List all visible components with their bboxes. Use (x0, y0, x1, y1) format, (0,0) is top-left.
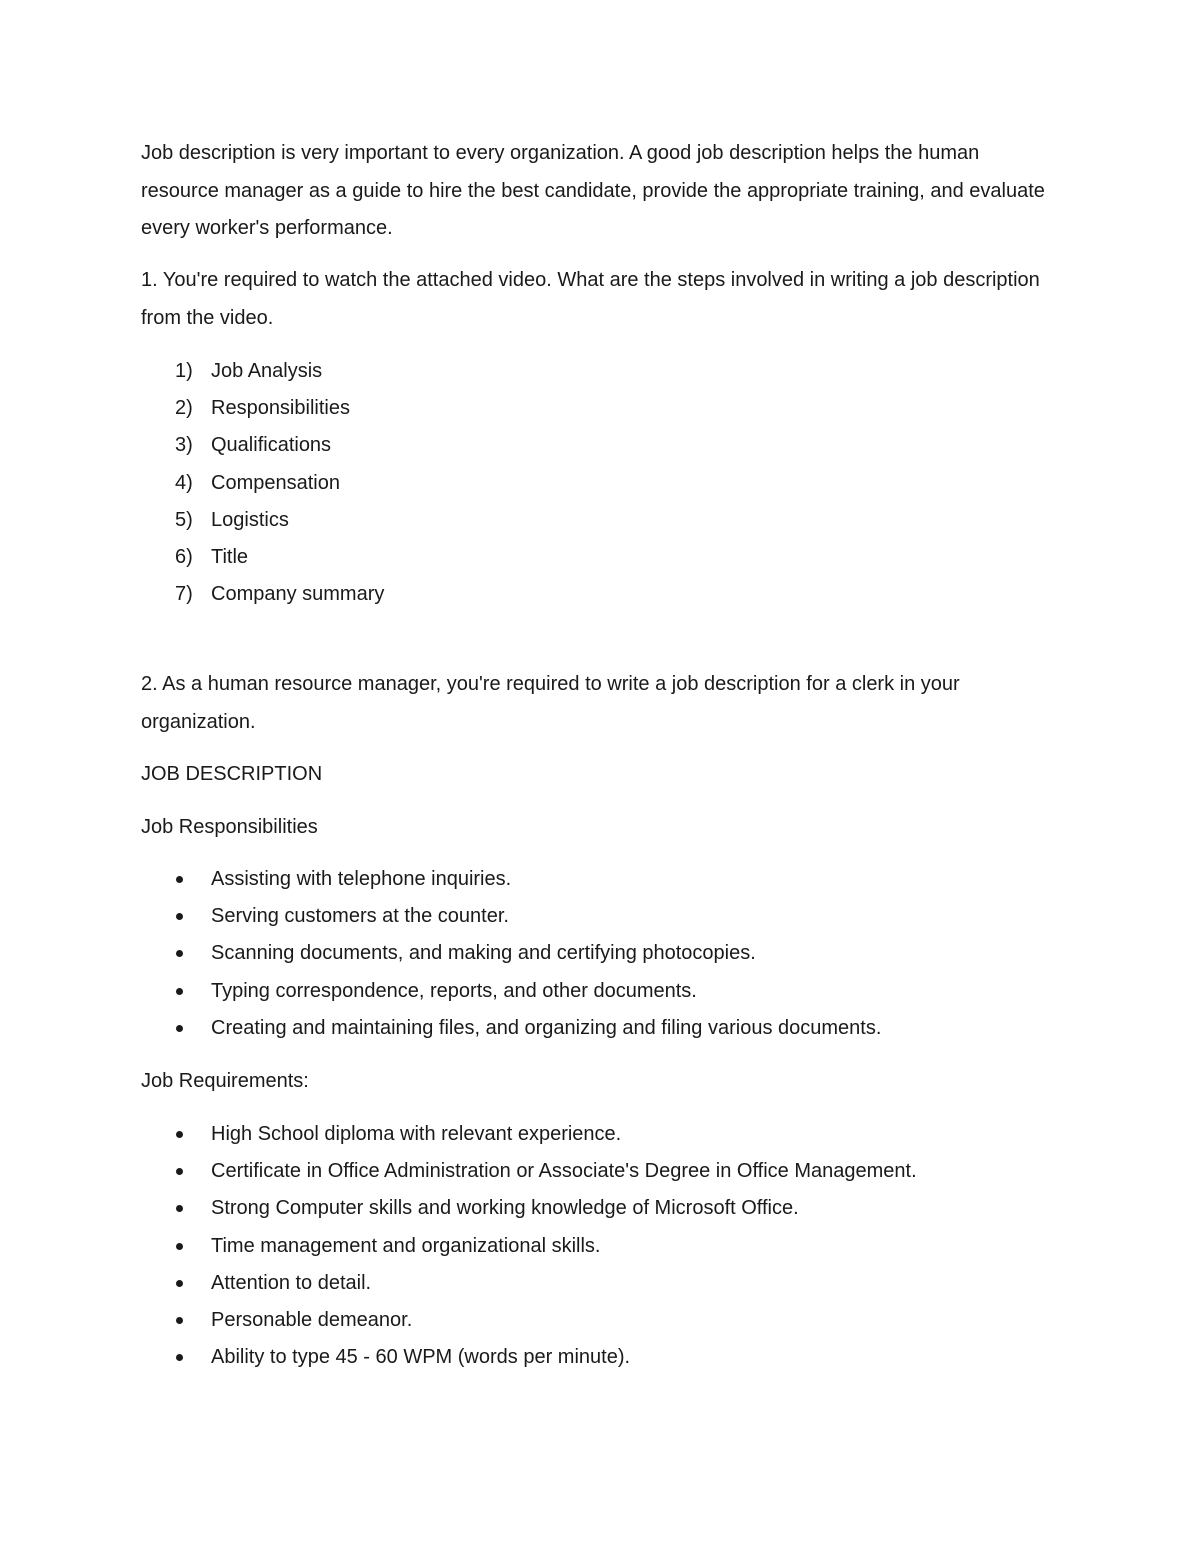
intro-paragraph: Job description is very important to every organization. A good job description helps the human resource manager as a guide to hire the best candidate, provide the appropriate training, and evaluate every worker's performance. (141, 142, 1045, 239)
question-2: 2. As a human resource manager, you're required to write a job description for a clerk in your organization. (141, 673, 960, 733)
bullet-icon (176, 950, 183, 957)
list-item (141, 1265, 1061, 1302)
list-item (141, 465, 1061, 502)
list-item (141, 1153, 1061, 1190)
list-number: 5) (175, 508, 193, 531)
requirement-text: High School diploma with relevant experience. (211, 1123, 622, 1145)
bullet-icon (176, 876, 183, 883)
step-text: Title (211, 545, 249, 568)
step-text: Qualifications (211, 434, 332, 457)
responsibility-text: Typing correspondence, reports, and other documents. (211, 979, 697, 1002)
requirements-heading: Job Requirements: (141, 1070, 309, 1092)
requirement-text: Certificate in Office Administration or Associate's Degree in Office Management. (211, 1160, 917, 1183)
list-number: 3) (175, 434, 193, 457)
requirement-text: Strong Computer skills and working knowledge of Microsoft Office. (211, 1197, 799, 1220)
list-number: 1) (175, 360, 193, 382)
jd-heading: JOB DESCRIPTION (141, 763, 323, 785)
list-item (141, 935, 1061, 972)
bullet-icon (176, 1280, 183, 1287)
list-item (141, 1116, 1061, 1153)
step-text: Company summary (211, 583, 385, 606)
list-item (141, 861, 1061, 898)
requirement-text: Personable demeanor. (211, 1308, 413, 1331)
responsibility-text: Assisting with telephone inquiries. (211, 868, 512, 890)
step-text: Logistics (211, 508, 289, 531)
list-item (141, 1010, 1061, 1047)
list-item (141, 390, 1061, 427)
list-item (141, 1228, 1061, 1265)
list-item (141, 898, 1061, 935)
step-text: Compensation (211, 471, 340, 494)
bullet-icon (176, 1317, 183, 1324)
responsibility-text: Serving customers at the counter. (211, 905, 509, 928)
list-item (141, 539, 1061, 576)
list-item (141, 576, 1061, 613)
step-text: Responsibilities (211, 397, 350, 420)
responsibilities-heading: Job Responsibilities (141, 816, 318, 838)
responsibilities-list (141, 861, 1061, 1047)
list-item (141, 973, 1061, 1010)
list-item (141, 1302, 1061, 1339)
requirements-list (141, 1116, 1061, 1376)
bullet-icon (176, 1205, 183, 1212)
bullet-icon (176, 1025, 183, 1032)
bullet-icon (176, 1168, 183, 1175)
list-item (141, 502, 1061, 539)
list-item (141, 353, 1061, 390)
steps-list (141, 353, 1061, 613)
bullet-icon (176, 913, 183, 920)
bullet-icon (176, 1354, 183, 1361)
list-number: 6) (175, 545, 193, 568)
bullet-icon (176, 1243, 183, 1250)
list-number: 4) (175, 471, 193, 494)
question-1: 1. You're required to watch the attached video. What are the steps involved in writing a job description from the video. (141, 269, 1040, 329)
requirement-text: Attention to detail. (211, 1271, 372, 1294)
bullet-icon (176, 1131, 183, 1138)
list-number: 7) (175, 583, 193, 606)
step-text: Job Analysis (211, 360, 323, 382)
responsibility-text: Creating and maintaining files, and organizing and filing various documents. (211, 1016, 882, 1039)
list-item (141, 427, 1061, 464)
list-item (141, 1190, 1061, 1227)
list-number: 2) (175, 397, 193, 420)
bullet-icon (176, 988, 183, 995)
requirement-text: Time management and organizational skills. (211, 1234, 601, 1257)
requirement-text: Ability to type 45 - 60 WPM (words per minute). (211, 1346, 631, 1369)
list-item (141, 1339, 1061, 1376)
responsibility-text: Scanning documents, and making and certifying photocopies. (211, 942, 756, 965)
